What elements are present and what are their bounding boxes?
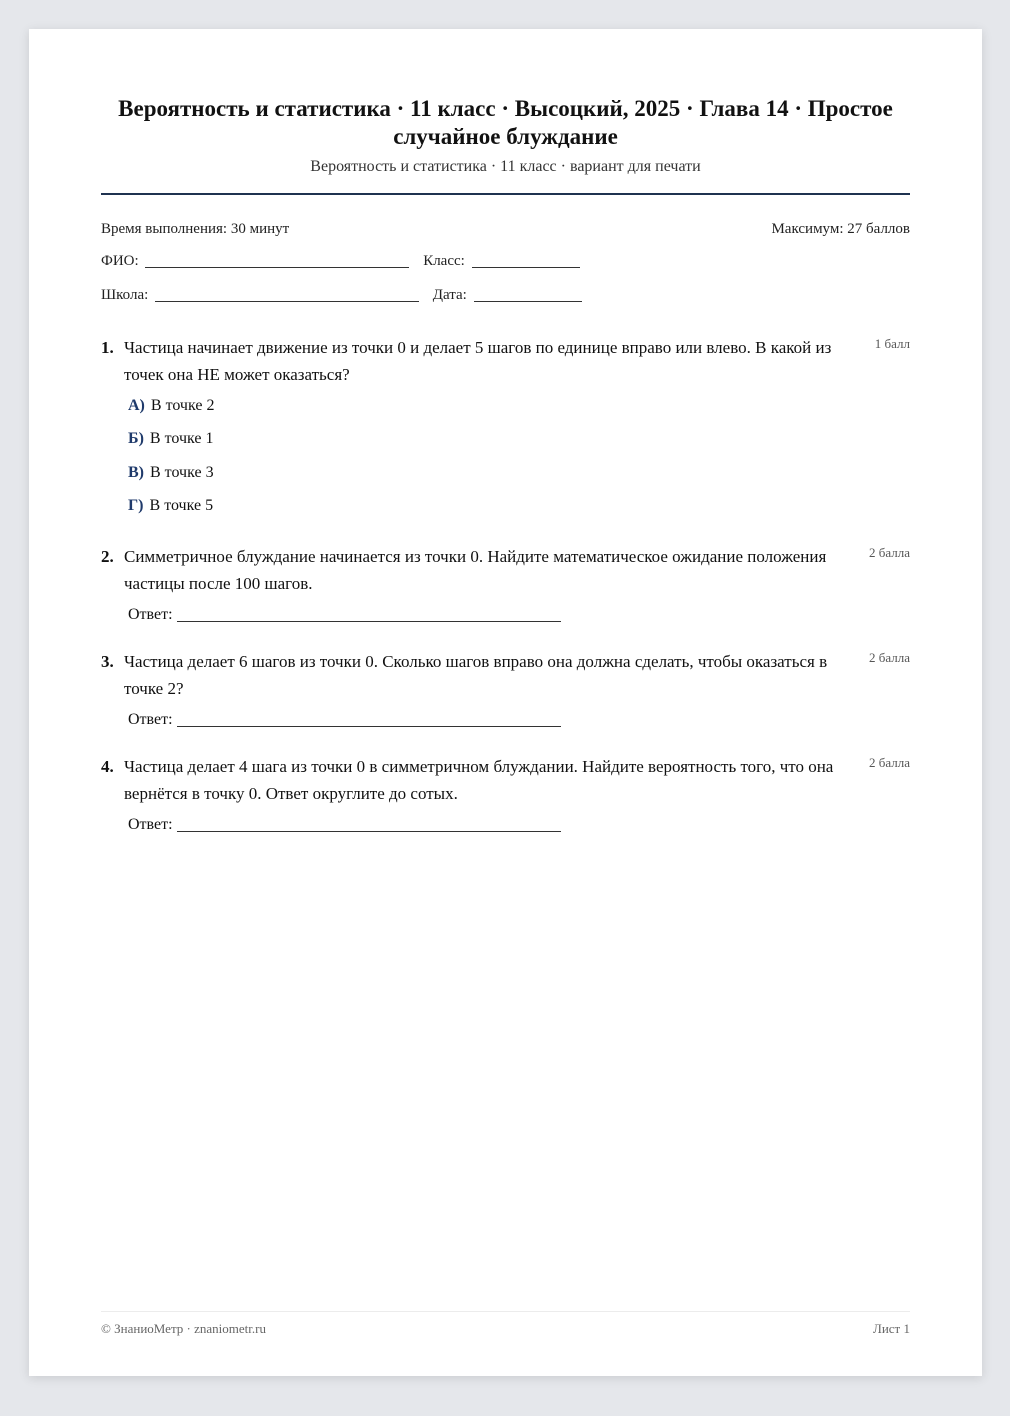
question-points: 2 балла <box>869 545 910 560</box>
class-field[interactable] <box>423 251 579 271</box>
answer-options <box>128 396 214 529</box>
school-blank-line[interactable] <box>155 287 419 302</box>
school-label: Школа: <box>101 287 149 303</box>
answer-label: Ответ: <box>128 711 173 728</box>
question-points: 2 балла <box>869 755 910 770</box>
option-letter: Б) <box>128 430 144 448</box>
footer-sheet-number: Лист 1 <box>873 1321 910 1336</box>
option-text: В точке 2 <box>150 397 215 414</box>
question-text: Частица начинает движение из точки 0 и делает 5 шагов по единице вправо или влево. В какой из точек она НЕ может оказаться? <box>124 338 832 384</box>
question-text: Частица делает 4 шага из точки 0 в симметричном блуждании. Найдите вероятность того, что она вернётся в точку 0. Ответ округлите до сотых. <box>124 757 834 803</box>
name-blank-line[interactable] <box>145 253 409 268</box>
question-number: 1. <box>101 338 114 357</box>
meta-row <box>101 219 910 239</box>
option-text: В точке 1 <box>149 430 214 448</box>
answer-blank-line[interactable] <box>177 712 561 727</box>
option-g[interactable] <box>128 496 214 529</box>
page-title: Вероятность и статистика · 11 класс · Высоцкий, 2025 · Глава 14 · Простое случайное блуждание <box>118 96 893 149</box>
student-fields-row-2 <box>101 285 910 305</box>
option-letter: А) <box>128 397 145 414</box>
answer-label: Ответ: <box>128 816 173 833</box>
question-text: Частица делает 6 шагов из точки 0. Сколько шагов вправо она должна сделать, чтобы оказаться в точке 2? <box>124 652 828 698</box>
answer-label: Ответ: <box>128 606 173 623</box>
option-text: В точке 3 <box>150 463 214 481</box>
option-letter: В) <box>128 463 144 481</box>
name-field[interactable] <box>101 251 409 271</box>
answer-blank-line[interactable] <box>177 607 561 622</box>
footer-divider <box>101 1311 910 1312</box>
date-field[interactable] <box>433 285 582 305</box>
question-points: 1 балл <box>874 336 910 351</box>
page-footer <box>101 1321 910 1337</box>
footer-copyright: © ЗнаниоМетр · znaniometr.ru <box>101 1321 266 1336</box>
answer-field[interactable] <box>128 815 561 835</box>
class-blank-line[interactable] <box>472 253 580 268</box>
worksheet-page <box>29 29 982 1376</box>
page-subtitle: Вероятность и статистика · 11 класс · вариант для печати <box>310 158 701 175</box>
class-label: Класс: <box>423 253 465 269</box>
time-limit: Время выполнения: 30 минут <box>101 221 290 237</box>
answer-field[interactable] <box>128 710 561 730</box>
school-field[interactable] <box>101 285 419 305</box>
date-label: Дата: <box>432 287 467 303</box>
name-label: ФИО: <box>101 253 139 269</box>
question-points: 2 балла <box>869 650 910 665</box>
date-blank-line[interactable] <box>474 287 582 302</box>
option-a[interactable] <box>128 396 214 429</box>
max-score: Максимум: 27 баллов <box>771 221 910 237</box>
option-text: В точке 5 <box>149 496 214 514</box>
question-text: Симметричное блуждание начинается из точки 0. Найдите математическое ожидание положения частицы после 100 шагов. <box>124 547 827 593</box>
page-content <box>101 29 910 1376</box>
question-number: 3. <box>101 652 114 671</box>
option-b[interactable] <box>128 429 214 462</box>
question-number: 4. <box>101 757 114 776</box>
answer-blank-line[interactable] <box>177 817 561 832</box>
header-divider <box>101 193 910 195</box>
answer-field[interactable] <box>128 605 561 625</box>
student-fields-row-1 <box>101 251 910 271</box>
option-v[interactable] <box>128 463 214 496</box>
question-number: 2. <box>101 547 114 566</box>
option-letter: Г) <box>128 496 144 514</box>
